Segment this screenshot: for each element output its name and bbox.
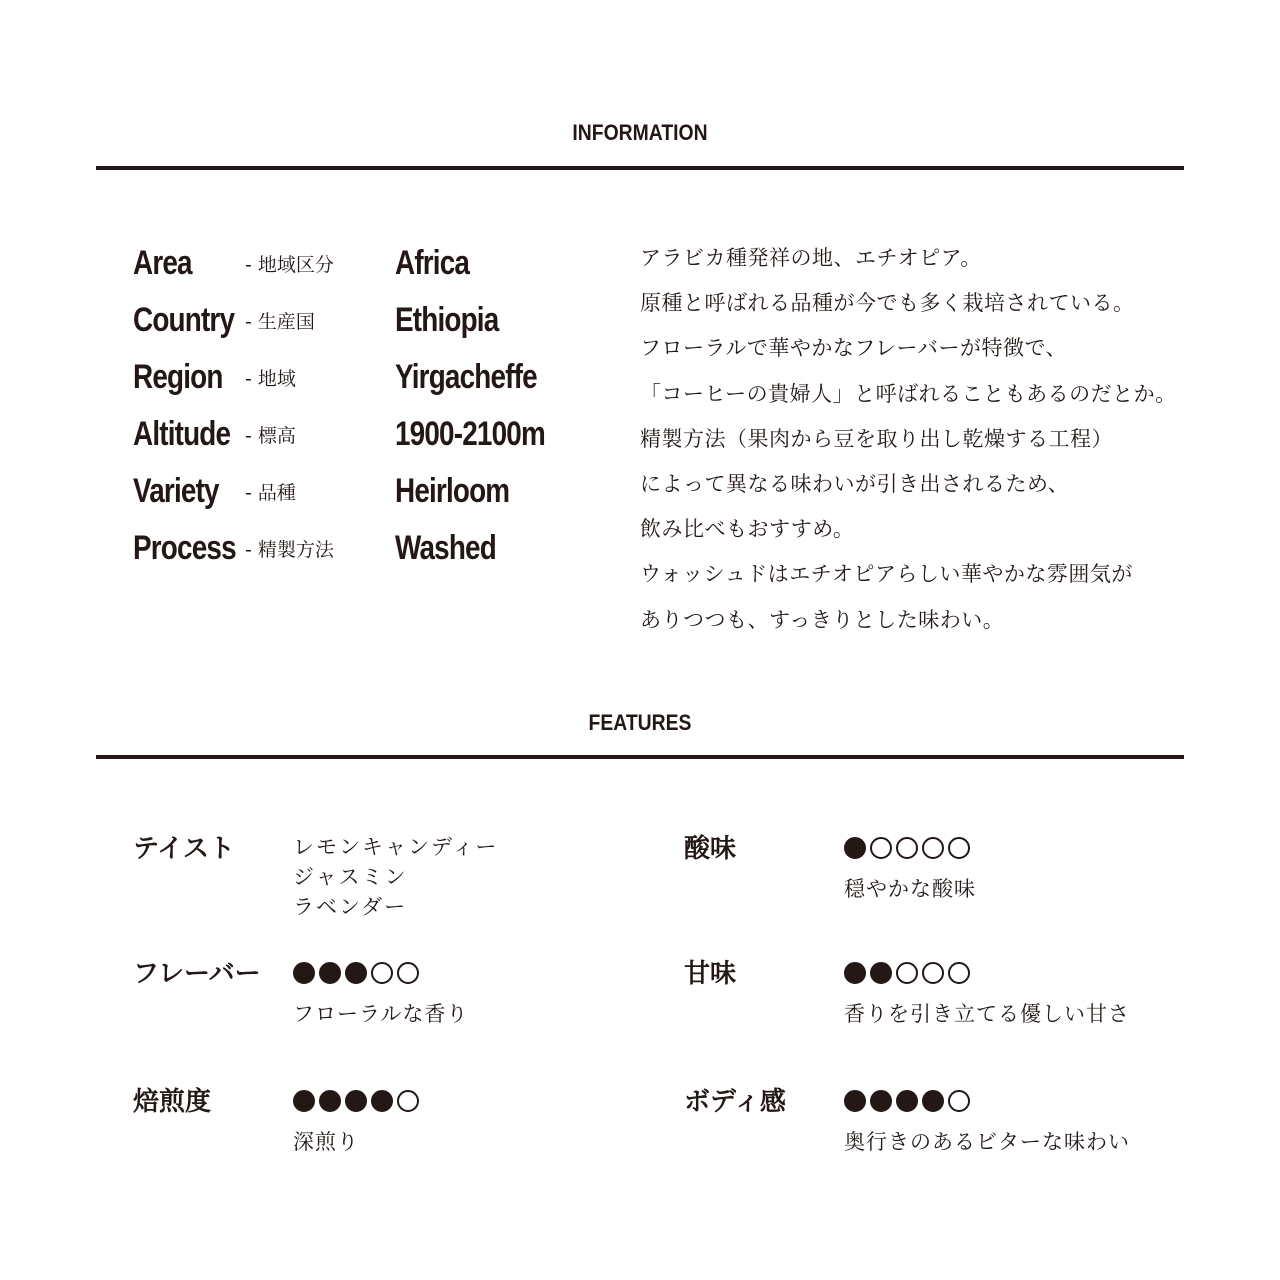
info-value: 1900-2100m [395, 415, 545, 453]
description-line: 精製方法（果肉から豆を取り出し乾燥する工程） [640, 426, 1113, 451]
rating-dot-filled [870, 1090, 892, 1112]
taste-note: レモンキャンディー [293, 835, 499, 859]
info-sublabel: - 生産国 [245, 311, 315, 333]
rating-dot-empty [870, 837, 892, 859]
info-sublabel: - 地域区分 [245, 254, 334, 276]
rating-dot-filled [844, 837, 866, 859]
rating-dot-empty [948, 962, 970, 984]
info-label: Region [133, 358, 223, 396]
info-label: Altitude [133, 415, 231, 453]
feature-label: フレーバー [133, 959, 261, 989]
rating-dot-filled [345, 962, 367, 984]
feature-desc: 奥行きのあるビターな味わい [844, 1130, 1130, 1154]
rating-dot-empty [922, 962, 944, 984]
info-row-variety [133, 466, 593, 523]
rating-dot-empty [371, 962, 393, 984]
rating-dot-filled [319, 962, 341, 984]
description-line: 「コーヒーの貴婦人」と呼ばれることもあるのだとか。 [640, 381, 1177, 406]
rating-dot-filled [844, 1090, 866, 1112]
feature-label: 焙煎度 [133, 1087, 212, 1117]
description-line: ありつつも、すっきりとした味わい。 [640, 607, 1005, 632]
rating-dots [293, 1085, 419, 1117]
features-title: FEATURES [588, 710, 692, 735]
feature-label: 甘味 [684, 959, 737, 989]
description-line: 飲み比べもおすすめ。 [640, 517, 855, 542]
feature-desc: 香りを引き立てる優しい甘さ [844, 1002, 1130, 1026]
info-row-area [133, 238, 593, 295]
information-divider [96, 166, 1184, 170]
info-label: Area [133, 244, 192, 282]
feature-desc: 深煎り [293, 1130, 359, 1154]
rating-dot-filled [293, 1090, 315, 1112]
rating-dot-empty [896, 962, 918, 984]
info-label: Country [133, 301, 235, 339]
description-line: ウォッシュドはエチオピアらしい華やかな雰囲気が [640, 562, 1133, 587]
rating-dots [293, 957, 468, 989]
information-title: INFORMATION [572, 120, 708, 145]
info-value: Heirloom [395, 472, 510, 510]
description-line: によって異なる味わいが引き出されるため、 [640, 471, 1070, 496]
info-row-country [133, 295, 593, 352]
info-sublabel: - 品種 [245, 482, 296, 504]
description-line: 原種と呼ばれる品種が今でも多く栽培されている。 [640, 291, 1135, 316]
info-value: Washed [395, 529, 496, 567]
info-row-process [133, 523, 593, 580]
info-value: Yirgacheffe [395, 358, 537, 396]
features-divider [96, 755, 1184, 759]
info-row-altitude [133, 409, 593, 466]
feature-desc: フローラルな香り [293, 1002, 469, 1026]
taste-notes [293, 832, 498, 922]
rating-dot-filled [896, 1090, 918, 1112]
rating-dots [844, 832, 976, 864]
feature-desc: 穏やかな酸味 [844, 877, 976, 901]
taste-note: ジャスミン [293, 865, 408, 889]
rating-dot-filled [371, 1090, 393, 1112]
info-sublabel: - 地域 [245, 368, 296, 390]
rating-dot-filled [345, 1090, 367, 1112]
taste-note: ラベンダー [293, 895, 408, 919]
rating-dot-filled [922, 1090, 944, 1112]
rating-dot-empty [922, 837, 944, 859]
info-row-region [133, 352, 593, 409]
rating-dot-filled [293, 962, 315, 984]
rating-dot-filled [319, 1090, 341, 1112]
info-value: Ethiopia [395, 301, 499, 339]
rating-dot-empty [397, 1090, 419, 1112]
feature-label: テイスト [133, 834, 235, 864]
info-label: Variety [133, 472, 219, 510]
rating-dot-empty [948, 837, 970, 859]
description-line: アラビカ種発祥の地、エチオピア。 [640, 246, 982, 270]
rating-dots [844, 1085, 1130, 1117]
info-label: Process [133, 529, 236, 567]
info-sublabel: - 標高 [245, 425, 296, 447]
rating-dot-empty [948, 1090, 970, 1112]
info-value: Africa [395, 244, 470, 282]
description-line: フローラルで華やかなフレーバーが特徴で、 [640, 336, 1068, 361]
rating-dot-empty [896, 837, 918, 859]
rating-dot-filled [844, 962, 866, 984]
rating-dot-filled [870, 962, 892, 984]
description [640, 236, 1200, 643]
info-sublabel: - 精製方法 [245, 539, 334, 561]
feature-label: ボディ感 [684, 1087, 786, 1117]
feature-label: 酸味 [684, 834, 737, 864]
rating-dots [844, 957, 1130, 989]
rating-dot-empty [397, 962, 419, 984]
